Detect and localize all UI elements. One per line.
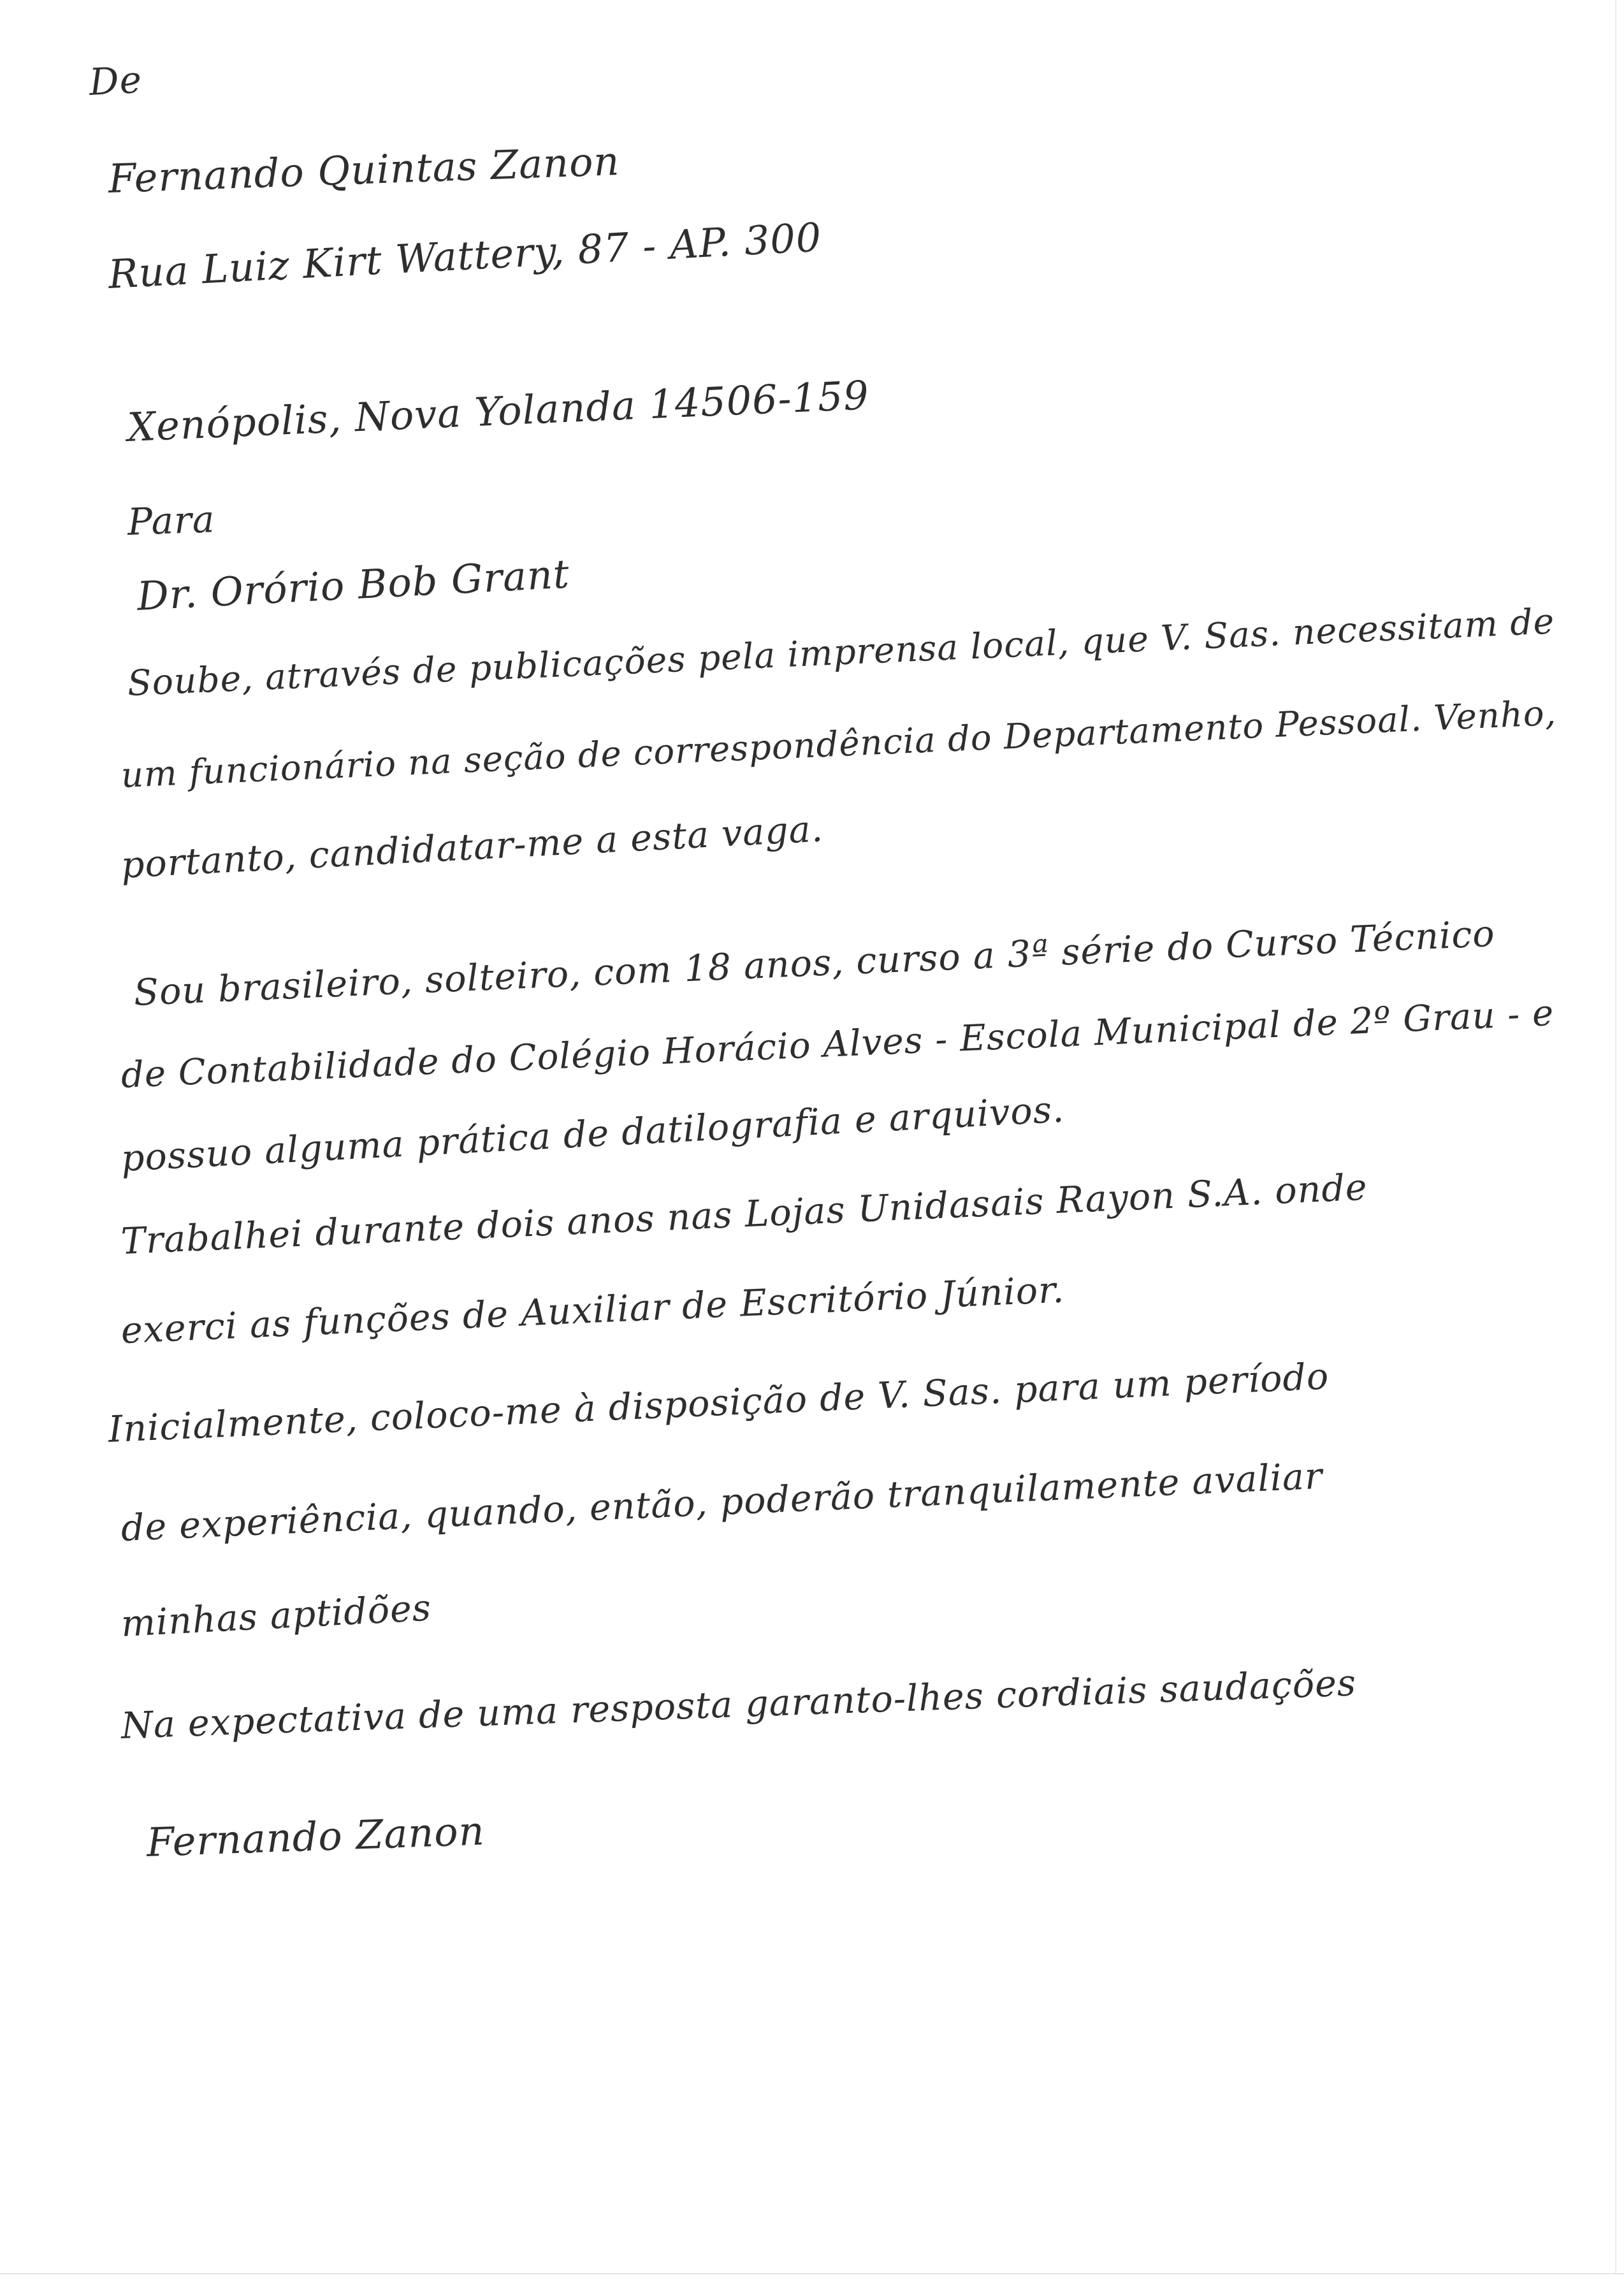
sender-name: Fernando Quintas Zanon bbox=[107, 138, 621, 202]
city-date-line: Xenópolis, Nova Yolanda 14506-159 bbox=[126, 372, 871, 451]
page-edge-right bbox=[1615, 0, 1616, 2273]
body-line: Soube, através de publicações pela imprensa local, que V. Sas. necessitam de bbox=[126, 600, 1556, 704]
body-line: exerci as funções de Auxiliar de Escritório Júnior. bbox=[120, 1268, 1066, 1352]
body-line: minhas aptidões bbox=[120, 1587, 433, 1645]
body-line: Sou brasileiro, solteiro, com 18 anos, curso a 3ª série do Curso Técnico bbox=[133, 912, 1496, 1014]
body-line: um funcionário na seção de correspondência do Departamento Pessoal. Venho, bbox=[120, 692, 1558, 796]
from-label: De bbox=[88, 57, 143, 104]
page-edge-bottom bbox=[0, 2273, 1624, 2274]
to-label: Para bbox=[126, 497, 216, 544]
body-line: de Contabilidade do Colégio Horácio Alves - Escola Municipal de 2º Grau - e bbox=[120, 992, 1555, 1096]
body-line: portanto, candidatar-me a esta vaga. bbox=[120, 808, 825, 887]
body-line: possuo alguma prática de datilografia e arquivos. bbox=[120, 1088, 1066, 1180]
signature: Fernando Zanon bbox=[145, 1807, 486, 1866]
body-line: de experiência, quando, então, poderão tranquilamente avaliar bbox=[120, 1455, 1324, 1550]
sender-address: Rua Luiz Kirt Wattery, 87 - AP. 300 bbox=[107, 214, 823, 298]
recipient-name: Dr. Orório Bob Grant bbox=[136, 550, 571, 620]
body-line: Trabalhei durante dois anos nas Lojas Unidasais Rayon S.A. onde bbox=[120, 1166, 1368, 1263]
closing-line: Na expectativa de uma resposta garanto-lhes cordiais saudações bbox=[120, 1662, 1358, 1747]
body-line: Inicialmente, coloco-me à disposição de V. Sas. para um período bbox=[107, 1355, 1330, 1451]
